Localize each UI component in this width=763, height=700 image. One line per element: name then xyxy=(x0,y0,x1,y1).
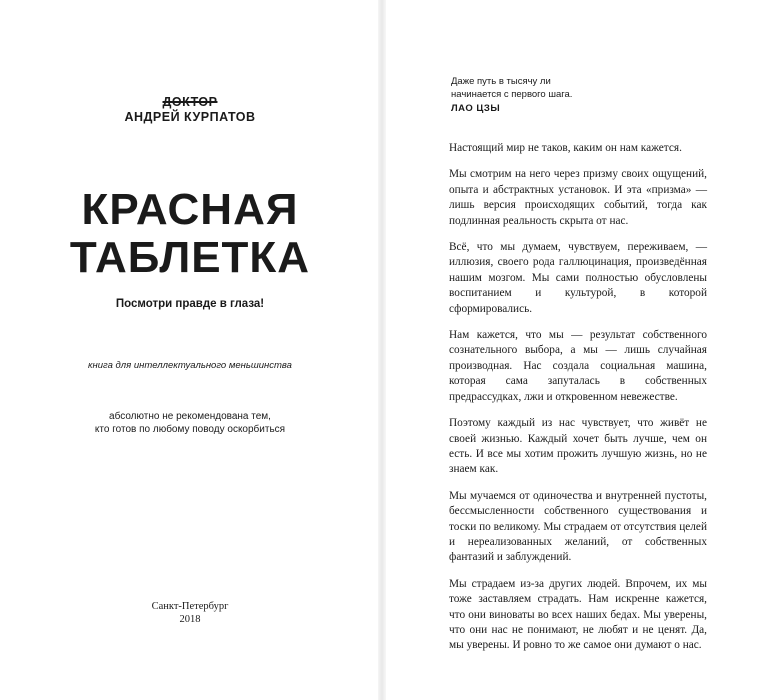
publication-city: Санкт-Петербург xyxy=(151,601,229,612)
paragraph: Настоящий мир не таков, каким он нам кажется. xyxy=(449,142,682,154)
warning-line-1: абсолютно не рекомендована тем, xyxy=(109,411,271,422)
warning-line-2: кто готов по любому поводу оскорбиться xyxy=(94,424,286,435)
paragraph: Нам кажется, что мы — результат собственного сознательного выбора, а мы — лишь случайная производная. Нас создала социальная машина, которая сама запуталась в собственных предрассудках, лжи и откровенном невежестве. xyxy=(449,329,707,403)
book-title xyxy=(0,186,380,282)
epigraph-line-1: Даже путь в тысячу ли xyxy=(451,76,551,87)
book-warning xyxy=(0,410,380,436)
book-subtitle: Посмотри правде в глаза! xyxy=(115,298,265,310)
paragraph: Всё, что мы думаем, чувствуем, переживаем, — иллюзия, своего рода галлюцинация, произведённая нашим мозгом. Мы сами полностью обусловлены воспитанием и культурой, в которой сформировались. xyxy=(449,241,707,315)
epigraph-line-2: начинается с первого шага. xyxy=(451,89,573,100)
left-page-title xyxy=(0,0,380,700)
right-page-text xyxy=(383,0,763,700)
paragraph: Поэтому каждый из нас чувствует, что живёт не своей жизнью. Каждый хочет быть лучше, чем он есть. И все мы хотим прожить лучшую жизнь, но не знаем как. xyxy=(449,417,707,476)
author-prefix-doctor: ДОКТОР xyxy=(162,95,218,109)
book-tagline: книга для интеллектуального меньшинства xyxy=(88,360,292,371)
body-text xyxy=(449,141,707,665)
publication-year: 2018 xyxy=(179,614,201,625)
book-title-line-2: ТАБЛЕТКА xyxy=(69,233,311,282)
epigraph xyxy=(451,75,572,115)
paragraph: Мы страдаем из-за других людей. Впрочем, их мы тоже заставляем страдать. Нам искренне кажется, что они виноваты во всех наших бедах. Мы уверены, что они нас не понимают, не любят и не ценят. Да, мы уверены. И ровно то же самое они думают о нас. xyxy=(449,577,707,652)
epigraph-author: ЛАО ЦЗЫ xyxy=(451,103,501,114)
publication-imprint xyxy=(0,600,380,626)
book-title-line-1: КРАСНАЯ xyxy=(81,185,299,234)
paragraph: Мы смотрим на него через призму своих ощущений, опыта и абстрактных установок. И эта «призма» — лишь версия происходящих событий, тогда как подлинная реальность скрыта от нас. xyxy=(449,168,707,227)
paragraph: Мы мучаемся от одиночества и внутренней пустоты, бессмысленности собственного существования и тоски по великому. Мы страдаем от отсутствия целей и нереализованных желаний, от собственных фантазий и заблуждений. xyxy=(449,489,707,564)
author-name: АНДРЕЙ КУРПАТОВ xyxy=(124,110,256,124)
